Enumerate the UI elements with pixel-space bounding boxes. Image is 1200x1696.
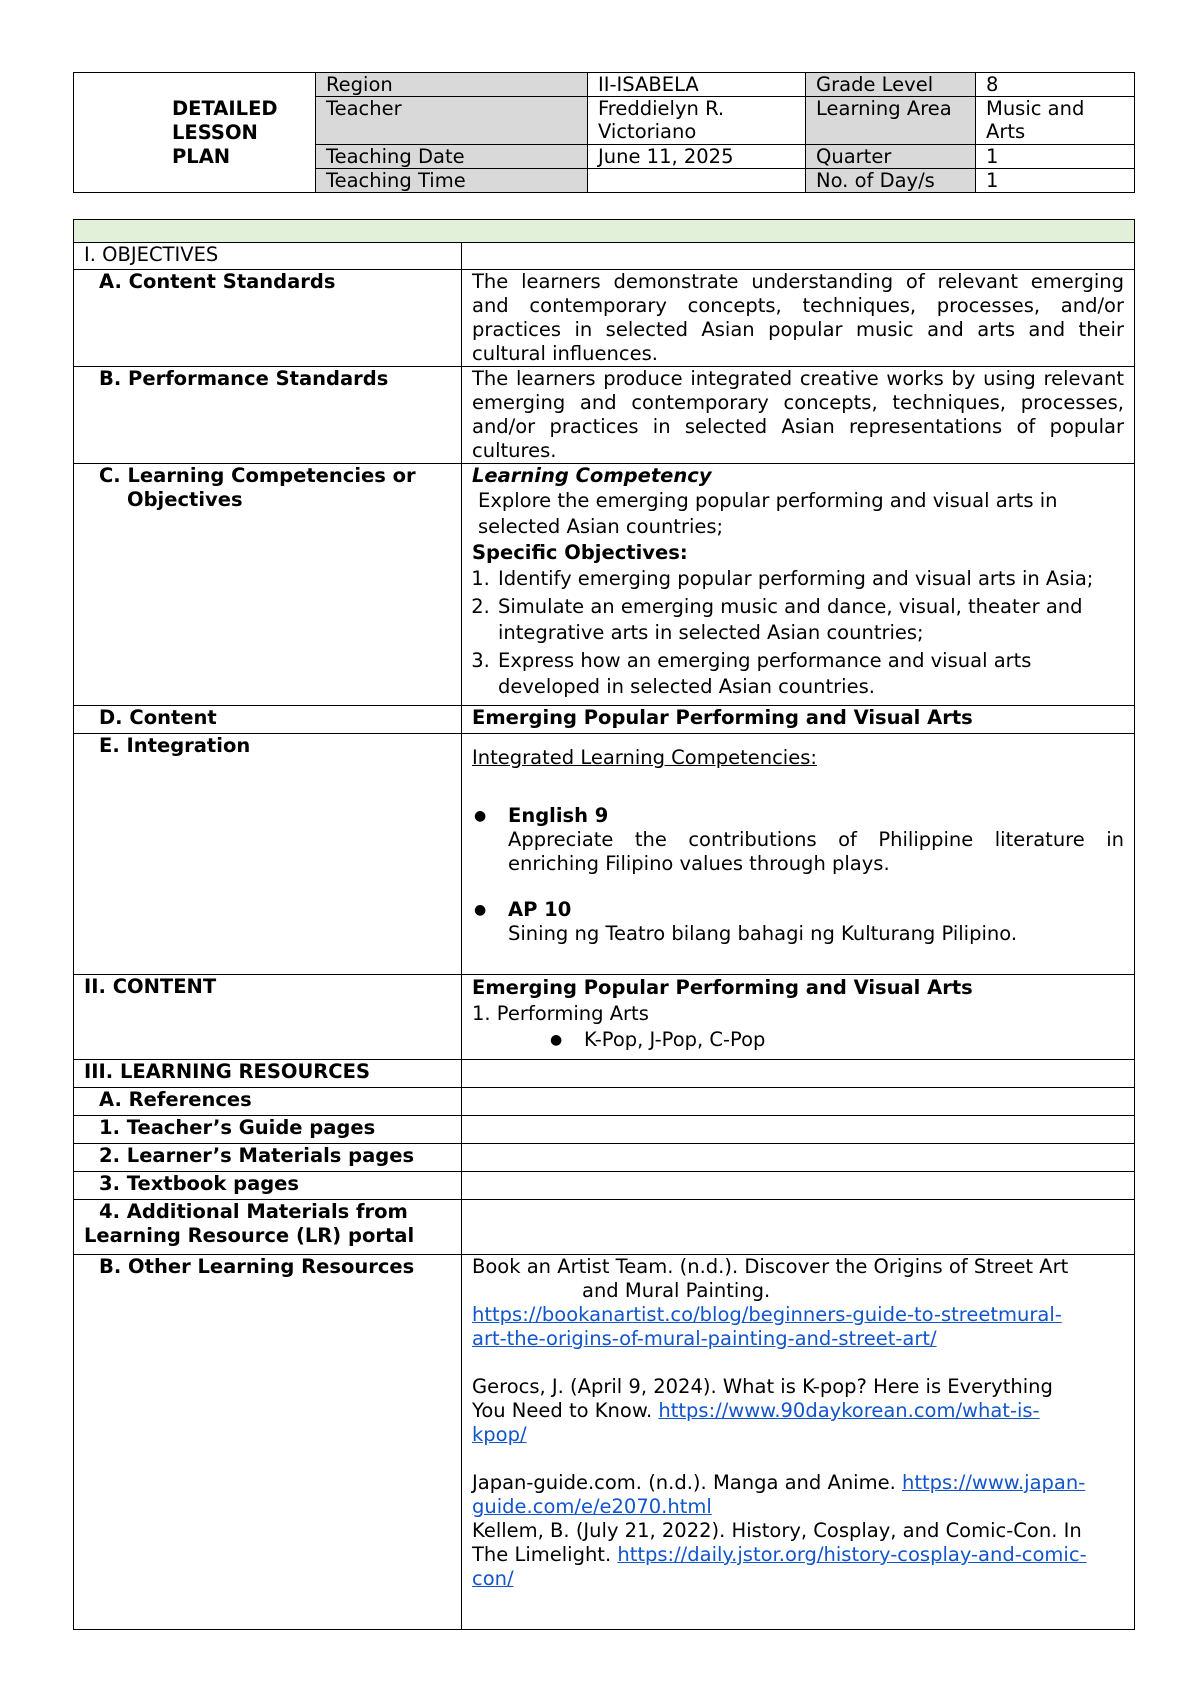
content-standards-label: A. Content Standards: [74, 270, 462, 367]
lesson-plan-table: [73, 219, 1135, 1630]
teacher-value: Freddielyn R. Victoriano: [588, 97, 806, 145]
list-item: ● English 9: [508, 804, 1124, 828]
specific-objectives-list: [472, 566, 1124, 700]
learning-area-value: Music and Arts: [976, 97, 1135, 145]
reference-4: Kellem, B. (July 21, 2022). History, Cosplay, and Comic-Con. In The Limelight. https://daily.jstor.org/history-cosplay-and-comic- con/: [472, 1519, 1087, 1590]
integration-cell: [462, 734, 1135, 975]
quarter-value: 1: [976, 145, 1135, 169]
teachers-guide-label: 1. Teacher’s Guide pages: [74, 1116, 462, 1144]
specific-objectives-heading: Specific Objectives:: [472, 541, 688, 564]
reference-link[interactable]: guide.com/e/e2070.html: [472, 1495, 712, 1518]
region-label: Region: [316, 73, 588, 97]
lesson-plan-title: DETAILED LESSON PLAN: [74, 73, 316, 193]
teacher-label: Teacher: [316, 97, 588, 145]
reference-1: Book an Artist Team. (n.d.). Discover the Origins of Street Art and Mural Painting. https://bookanartist.co/blog/beginners-guide-to-streetmural- art-the-origins-of-mural-painting-and-street-art/: [472, 1255, 1069, 1350]
content-cell: [462, 975, 1135, 1060]
competency-text: Explore the emerging popular performing and visual arts in selected Asian countries;: [478, 489, 1058, 538]
reference-link[interactable]: kpop/: [472, 1423, 527, 1446]
region-value: II-ISABELA: [588, 73, 806, 97]
teaching-time-value: [588, 169, 806, 193]
header-table: [73, 72, 1135, 193]
integration-heading: Integrated Learning Competencies:: [472, 746, 817, 769]
days-label: No. of Day/s: [806, 169, 976, 193]
reference-link[interactable]: https://bookanartist.co/blog/beginners-guide-to-streetmural-: [472, 1303, 1062, 1326]
grade-level-label: Grade Level: [806, 73, 976, 97]
reference-link[interactable]: https://www.japan-: [902, 1471, 1086, 1494]
objectives-heading: I. OBJECTIVES: [74, 243, 462, 270]
textbook-pages-label: 3. Textbook pages: [74, 1172, 462, 1200]
content-label: D. Content: [74, 706, 462, 734]
additional-materials-label: 4. Additional Materials from Learning Resource (LR) portal: [74, 1200, 462, 1255]
list-item: 2. Simulate an emerging music and dance, visual, theater and integrative arts in selected Asian countries;: [496, 594, 1124, 646]
integration-label: E. Integration: [74, 734, 462, 975]
teaching-date-label: Teaching Date: [316, 145, 588, 169]
performance-standards-text: The learners produce integrated creative works by using relevant emerging and contemporary concepts, techniques, processes, and/or practices in selected Asian representations of popular cultures.: [462, 367, 1135, 464]
integration-text-1: Appreciate the contributions of Philippine literature in enriching Filipino values through plays.: [508, 828, 1124, 875]
learning-area-label: Learning Area: [806, 97, 976, 145]
reference-2: Gerocs, J. (April 9, 2024). What is K-pop? Here is Everything You Need to Know. https://www.90daykorean.com/what-is- kpop/: [472, 1375, 1053, 1446]
competencies-label: C. Learning Competencies or Objectives: [74, 464, 462, 706]
reference-link[interactable]: https://www.90daykorean.com/what-is-: [658, 1399, 1040, 1422]
competencies-cell: [462, 464, 1135, 706]
learning-resources-heading: III. LEARNING RESOURCES: [74, 1060, 462, 1088]
content-item: 1. Performing Arts: [472, 1002, 649, 1025]
teaching-time-label: Teaching Time: [316, 169, 588, 193]
list-item: ● K-Pop, J-Pop, C-Pop: [584, 1027, 1124, 1053]
other-resources-cell: [462, 1255, 1135, 1630]
content-heading: II. CONTENT: [74, 975, 462, 1060]
list-item: 3. Express how an emerging performance and visual arts developed in selected Asian countries.: [496, 648, 1124, 700]
competency-heading: Learning Competency: [472, 464, 712, 487]
list-item: 1. Identify emerging popular performing and visual arts in Asia;: [496, 566, 1124, 592]
integration-text-2: Sining ng Teatro bilang bahagi ng Kulturang Pilipino.: [508, 922, 1018, 945]
integration-list: [472, 804, 1124, 828]
green-header-bar: [74, 220, 1135, 243]
content-title: Emerging Popular Performing and Visual Arts: [472, 976, 973, 999]
reference-link[interactable]: art-the-origins-of-mural-painting-and-street-art/: [472, 1327, 937, 1350]
list-item: ● AP 10: [508, 898, 1124, 922]
performance-standards-label: B. Performance Standards: [74, 367, 462, 464]
content-text: Emerging Popular Performing and Visual Arts: [462, 706, 1135, 734]
teaching-date-value: June 11, 2025: [588, 145, 806, 169]
grade-level-value: 8: [976, 73, 1135, 97]
reference-link[interactable]: con/: [472, 1567, 514, 1590]
learners-materials-label: 2. Learner’s Materials pages: [74, 1144, 462, 1172]
other-resources-label: B. Other Learning Resources: [74, 1255, 462, 1630]
reference-3: Japan-guide.com. (n.d.). Manga and Anime. https://www.japan- guide.com/e/e2070.html: [472, 1471, 1086, 1518]
days-value: 1: [976, 169, 1135, 193]
references-label: A. References: [74, 1088, 462, 1116]
quarter-label: Quarter: [806, 145, 976, 169]
reference-link[interactable]: https://daily.jstor.org/history-cosplay-and-comic-: [617, 1543, 1087, 1566]
content-standards-text: The learners demonstrate understanding of relevant emerging and contemporary concepts, techniques, processes, and/or practices in selected Asian popular music and arts and their cultural influences.: [462, 270, 1135, 367]
